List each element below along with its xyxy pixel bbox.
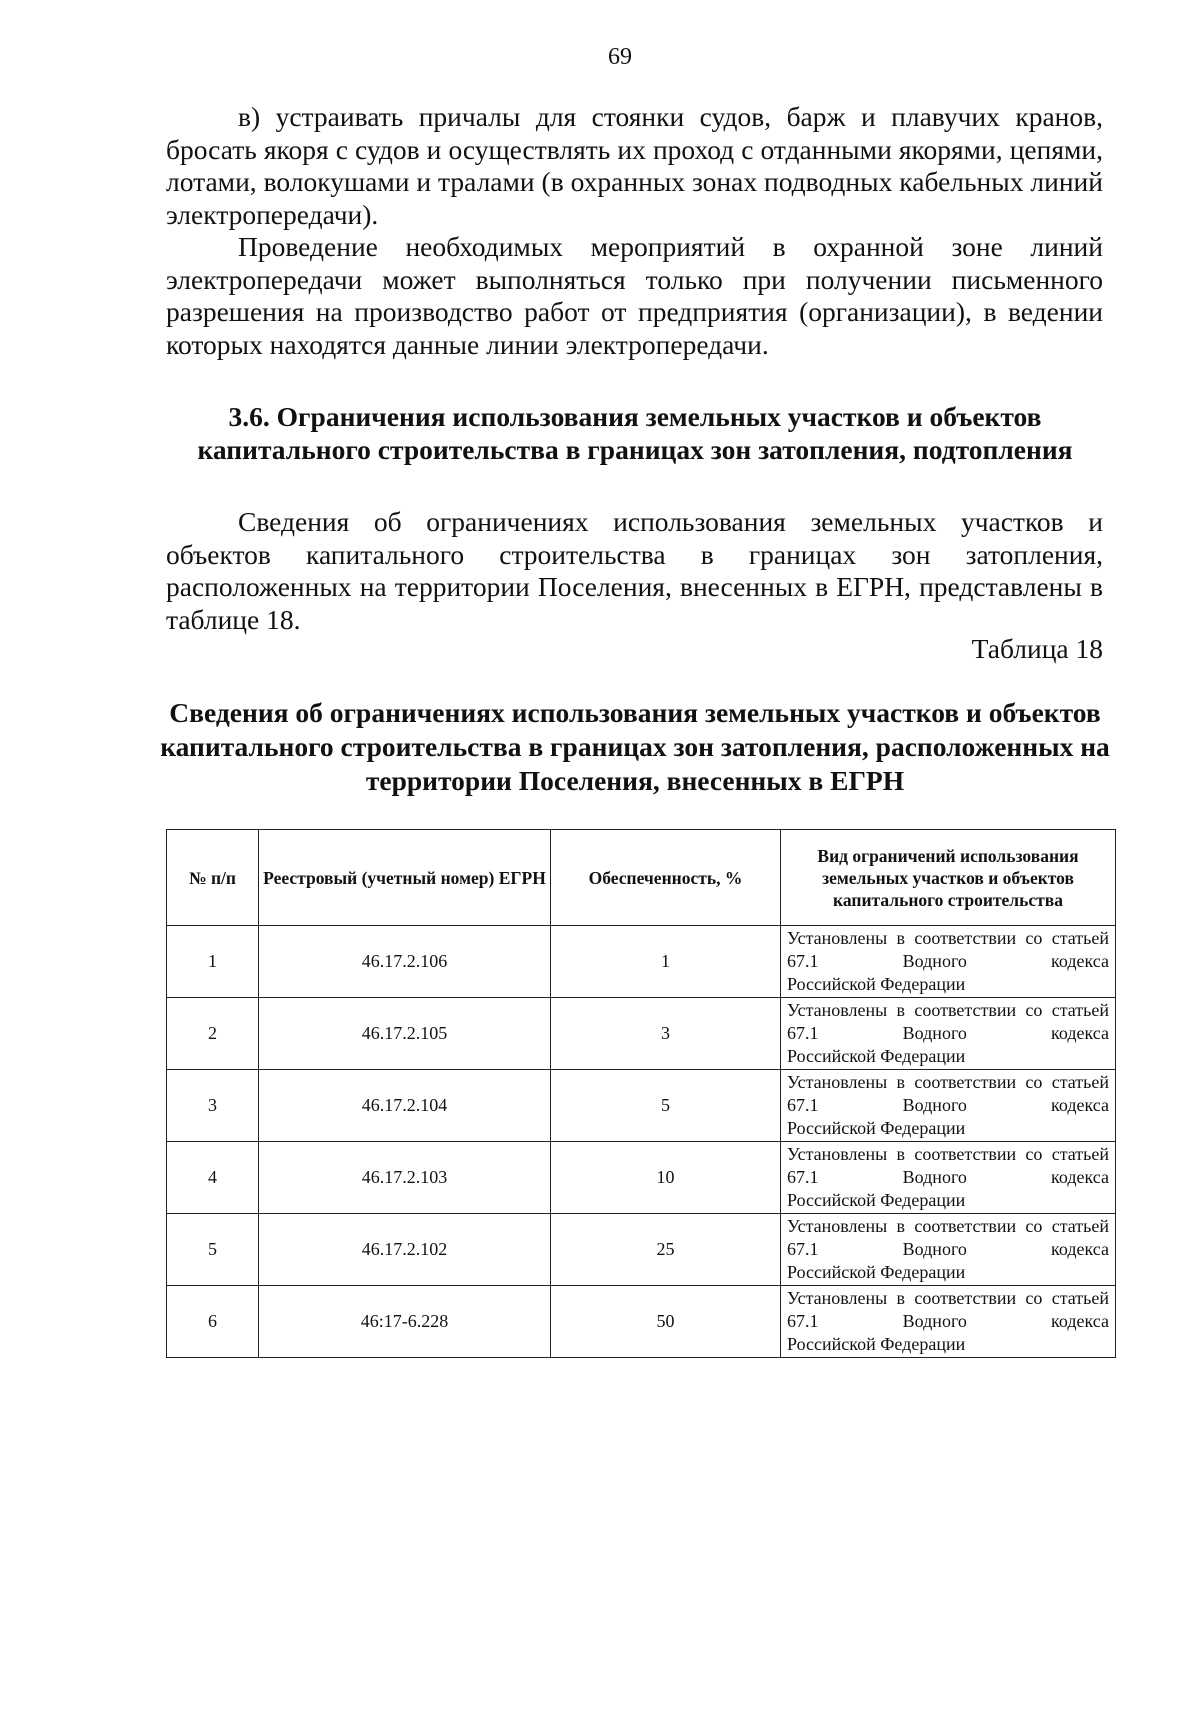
table-row	[167, 1142, 1116, 1214]
restriction-text: Установлены в соответствии со статьей 67.1 Водного кодекса	[787, 928, 1109, 971]
cell-registry-number: 46:17-6.228	[259, 1286, 551, 1358]
table-header-row	[167, 830, 1116, 926]
table-row	[167, 926, 1116, 998]
restriction-text-tail: Российской Федерации	[787, 1118, 966, 1138]
cell-number: 6	[167, 1286, 259, 1358]
restriction-text: Установлены в соответствии со статьей 67.1 Водного кодекса	[787, 1000, 1109, 1043]
table-row	[167, 1286, 1116, 1358]
cell-restriction-kind	[781, 998, 1116, 1070]
paragraph: Проведение необходимых мероприятий в охранной зоне линий электропередачи может выполняться только при получении письменного разрешения на производство работ от предприятия (организации), в ведении которых находятся данные линии электропередачи.	[166, 231, 1103, 360]
table-row	[167, 1214, 1116, 1286]
paragraph: в) устраивать причалы для стоянки судов, барж и плавучих кранов, бросать якоря с судов и осуществлять их проход с отданными якорями, цепями, лотами, волокушами и тралами (в охранных зонах подводных кабельных линий электропередачи).	[166, 101, 1103, 230]
header-restriction-kind: Вид ограничений использования земельных участков и объектов капитального строительства	[781, 830, 1116, 926]
cell-registry-number: 46.17.2.105	[259, 998, 551, 1070]
page-number: 69	[608, 44, 632, 70]
cell-provision: 50	[551, 1286, 781, 1358]
cell-number: 3	[167, 1070, 259, 1142]
restriction-text: Установлены в соответствии со статьей 67.1 Водного кодекса	[787, 1216, 1109, 1259]
top-paragraphs	[166, 101, 1103, 361]
cell-number: 5	[167, 1214, 259, 1286]
header-provision: Обеспеченность, %	[551, 830, 781, 926]
cell-provision: 10	[551, 1142, 781, 1214]
cell-registry-number: 46.17.2.104	[259, 1070, 551, 1142]
cell-provision: 25	[551, 1214, 781, 1286]
restriction-text-tail: Российской Федерации	[787, 974, 966, 994]
restriction-text-tail: Российской Федерации	[787, 1262, 966, 1282]
restriction-text: Установлены в соответствии со статьей 67.1 Водного кодекса	[787, 1288, 1109, 1331]
restriction-text-tail: Российской Федерации	[787, 1046, 966, 1066]
cell-restriction-kind	[781, 1286, 1116, 1358]
cell-registry-number: 46.17.2.106	[259, 926, 551, 998]
restriction-text-tail: Российской Федерации	[787, 1334, 966, 1354]
cell-provision: 1	[551, 926, 781, 998]
cell-restriction-kind	[781, 926, 1116, 998]
table-label: Таблица 18	[971, 633, 1103, 664]
restrictions-table	[166, 829, 1116, 1358]
table-row	[167, 1070, 1116, 1142]
cell-number: 1	[167, 926, 259, 998]
cell-restriction-kind	[781, 1142, 1116, 1214]
cell-registry-number: 46.17.2.103	[259, 1142, 551, 1214]
table-row	[167, 998, 1116, 1070]
cell-number: 4	[167, 1142, 259, 1214]
section-heading: 3.6. Ограничения использования земельных участков и объектов капитального строительства в границах зон затопления, подтопления	[197, 401, 1073, 465]
header-number: № п/п	[167, 830, 259, 926]
restriction-text: Установлены в соответствии со статьей 67.1 Водного кодекса	[787, 1144, 1109, 1187]
cell-provision: 5	[551, 1070, 781, 1142]
intro-paragraph-block	[166, 506, 1103, 636]
cell-number: 2	[167, 998, 259, 1070]
restriction-text-tail: Российской Федерации	[787, 1190, 966, 1210]
cell-provision: 3	[551, 998, 781, 1070]
header-registry-number: Реестровый (учетный номер) ЕГРН	[259, 830, 551, 926]
table-title: Сведения об ограничениях использования земельных участков и объектов капитального строительства в границах зон затопления, расположенных на территории Поселения, внесенных в ЕГРН	[160, 697, 1110, 796]
cell-restriction-kind	[781, 1214, 1116, 1286]
paragraph: Сведения об ограничениях использования земельных участков и объектов капитального строительства в границах зон затопления, расположенных на территории Поселения, внесенных в ЕГРН, представлены в таблице 18.	[166, 506, 1103, 635]
restriction-text: Установлены в соответствии со статьей 67.1 Водного кодекса	[787, 1072, 1109, 1115]
cell-registry-number: 46.17.2.102	[259, 1214, 551, 1286]
cell-restriction-kind	[781, 1070, 1116, 1142]
